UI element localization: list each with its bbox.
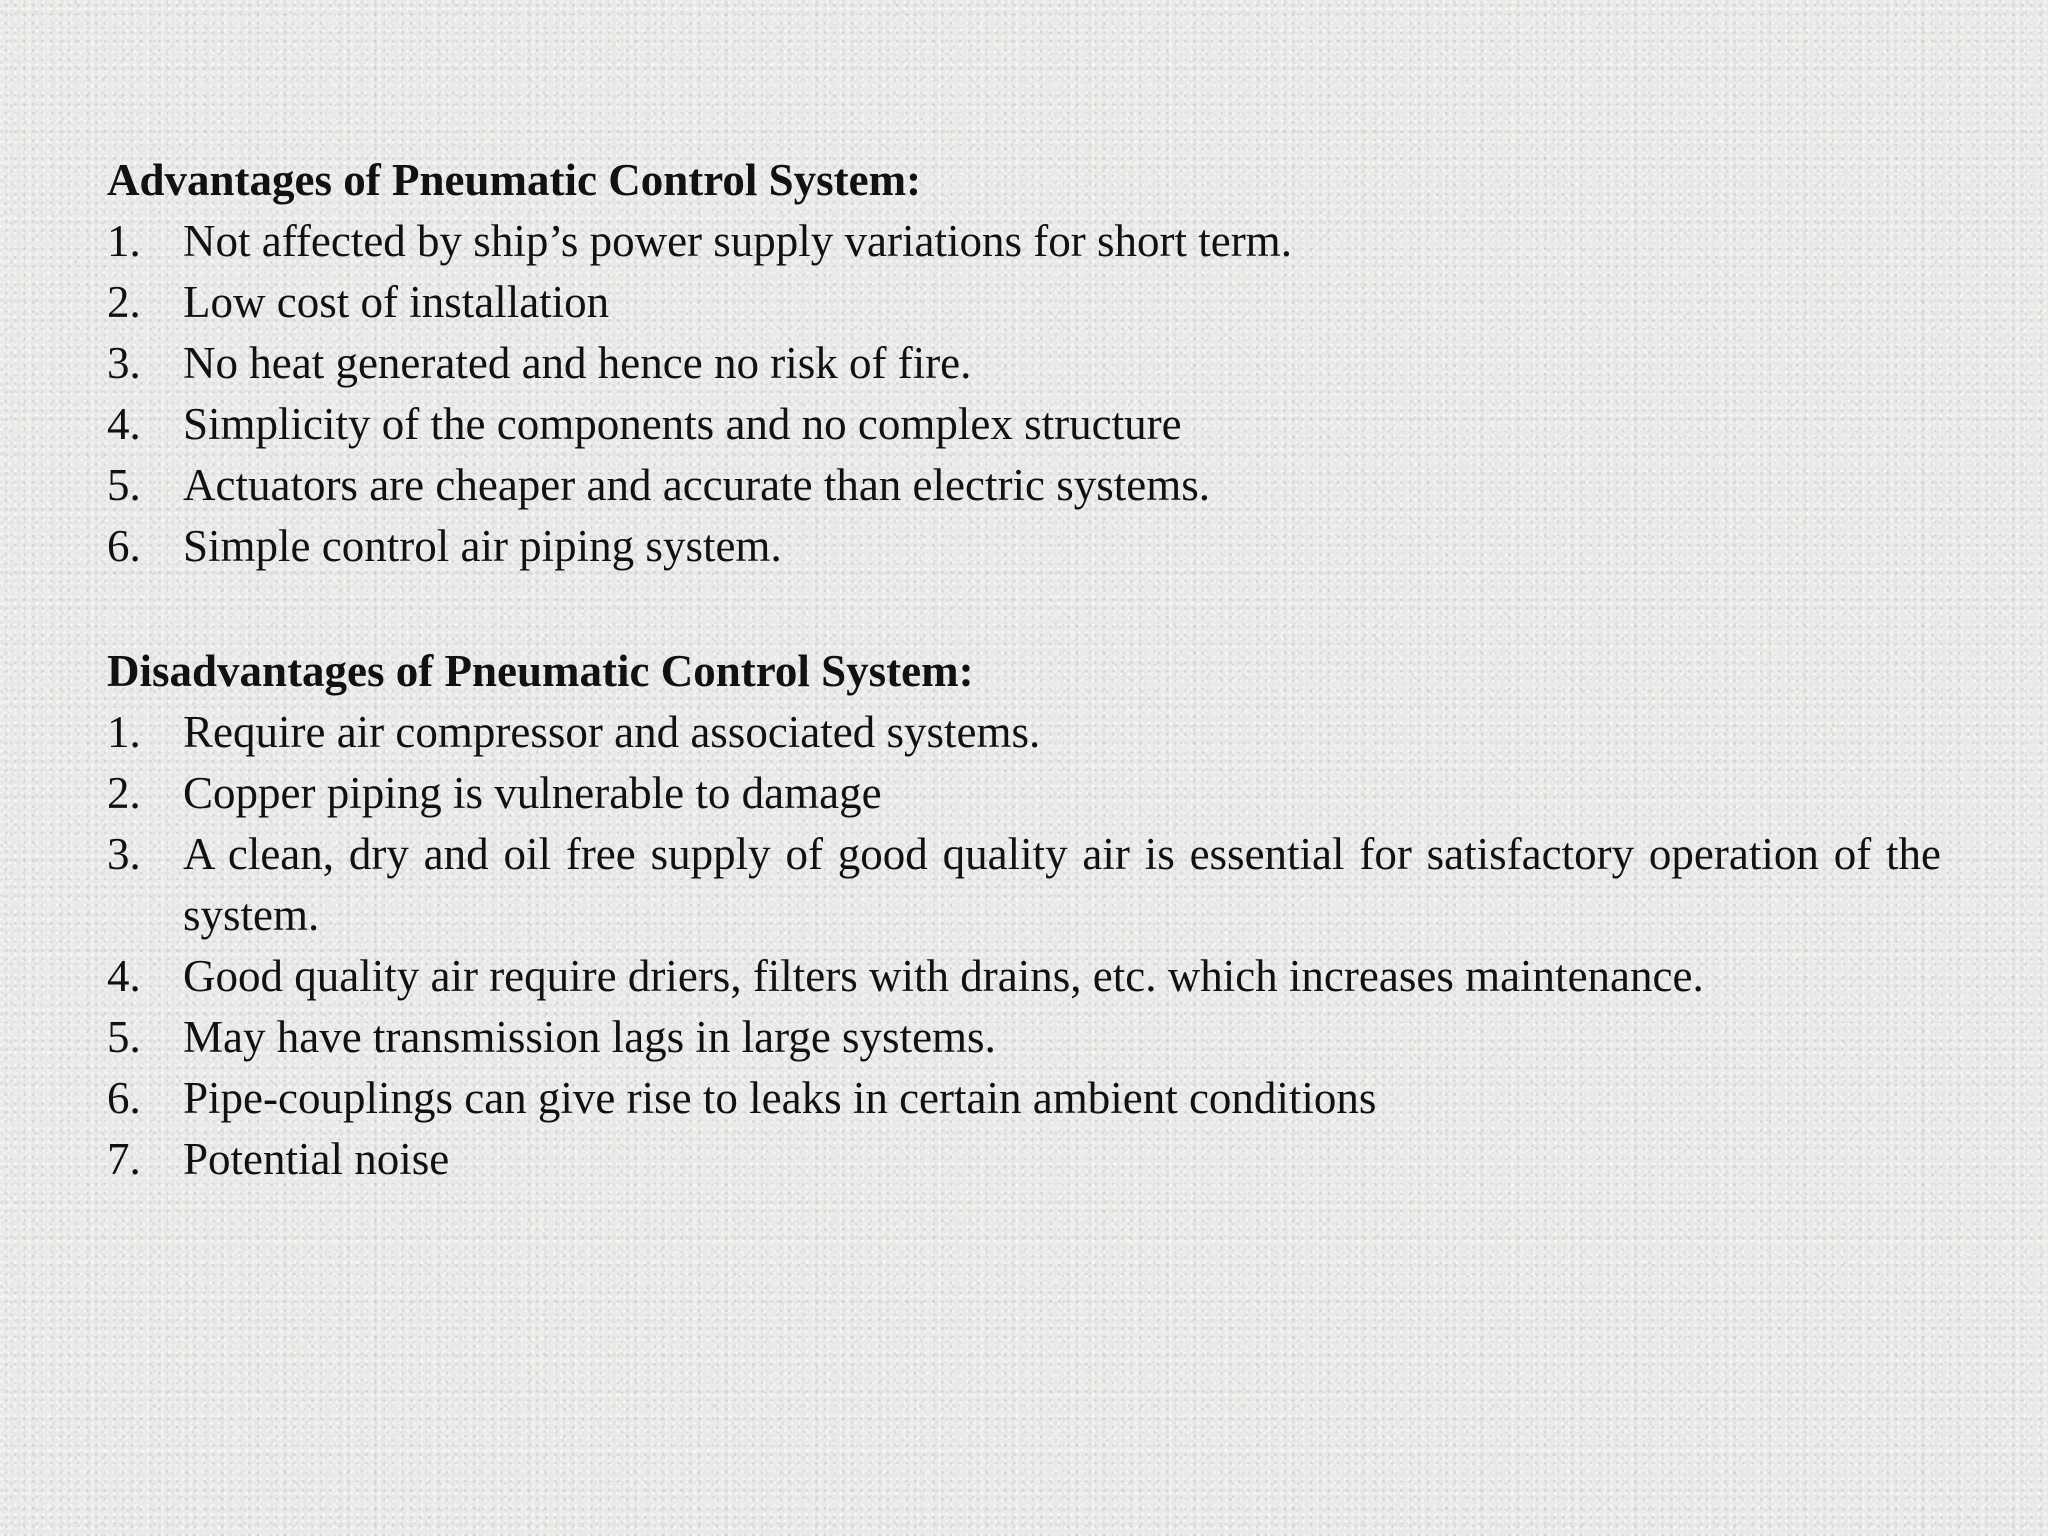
item-number: 3. — [107, 829, 141, 879]
item-number: 7. — [107, 1134, 141, 1184]
item-number: 5. — [107, 460, 141, 510]
section-spacer — [107, 577, 1941, 641]
item-number: 1. — [107, 216, 141, 266]
item-text: Low cost of installation — [183, 277, 610, 327]
disadvantages-list — [107, 702, 1941, 1190]
item-text: Copper piping is vulnerable to damage — [183, 768, 882, 818]
item-text: Require air compressor and associated systems. — [183, 707, 1041, 757]
item-text: No heat generated and hence no risk of fire. — [183, 338, 972, 388]
advantage-item — [107, 211, 1941, 272]
item-text: Potential noise — [183, 1134, 450, 1184]
disadvantage-item — [107, 702, 1941, 763]
advantage-item — [107, 394, 1941, 455]
item-number: 1. — [107, 707, 141, 757]
item-text: Pipe-couplings can give rise to leaks in certain ambient conditions — [183, 1073, 1377, 1123]
item-text: Not affected by ship’s power supply variations for short term. — [183, 216, 1292, 266]
disadvantage-item — [107, 1129, 1941, 1190]
disadvantage-item — [107, 824, 1941, 946]
advantage-item — [107, 272, 1941, 333]
slide-content — [107, 150, 1941, 1190]
item-number: 6. — [107, 1073, 141, 1123]
item-text: May have transmission lags in large systems. — [183, 1012, 996, 1062]
disadvantage-item — [107, 763, 1941, 824]
disadvantages-heading: Disadvantages of Pneumatic Control System: — [107, 646, 974, 696]
advantage-item — [107, 333, 1941, 394]
advantages-heading: Advantages of Pneumatic Control System: — [107, 155, 922, 205]
item-text: Actuators are cheaper and accurate than electric systems. — [183, 460, 1210, 510]
item-text: Simplicity of the components and no complex structure — [183, 399, 1182, 449]
item-number: 4. — [107, 399, 141, 449]
item-number: 4. — [107, 951, 141, 1001]
advantages-list — [107, 211, 1941, 577]
item-number: 5. — [107, 1012, 141, 1062]
item-number: 3. — [107, 338, 141, 388]
advantage-item — [107, 516, 1941, 577]
disadvantage-item — [107, 1007, 1941, 1068]
item-number: 2. — [107, 768, 141, 818]
item-text: A clean, dry and oil free supply of good quality air is essential for satisfactory operation of the system. — [183, 829, 1941, 940]
advantage-item — [107, 455, 1941, 516]
item-text: Simple control air piping system. — [183, 521, 782, 571]
item-number: 2. — [107, 277, 141, 327]
item-text: Good quality air require driers, filters with drains, etc. which increases maintenance. — [183, 951, 1704, 1001]
item-number: 6. — [107, 521, 141, 571]
disadvantage-item — [107, 946, 1941, 1007]
disadvantage-item — [107, 1068, 1941, 1129]
